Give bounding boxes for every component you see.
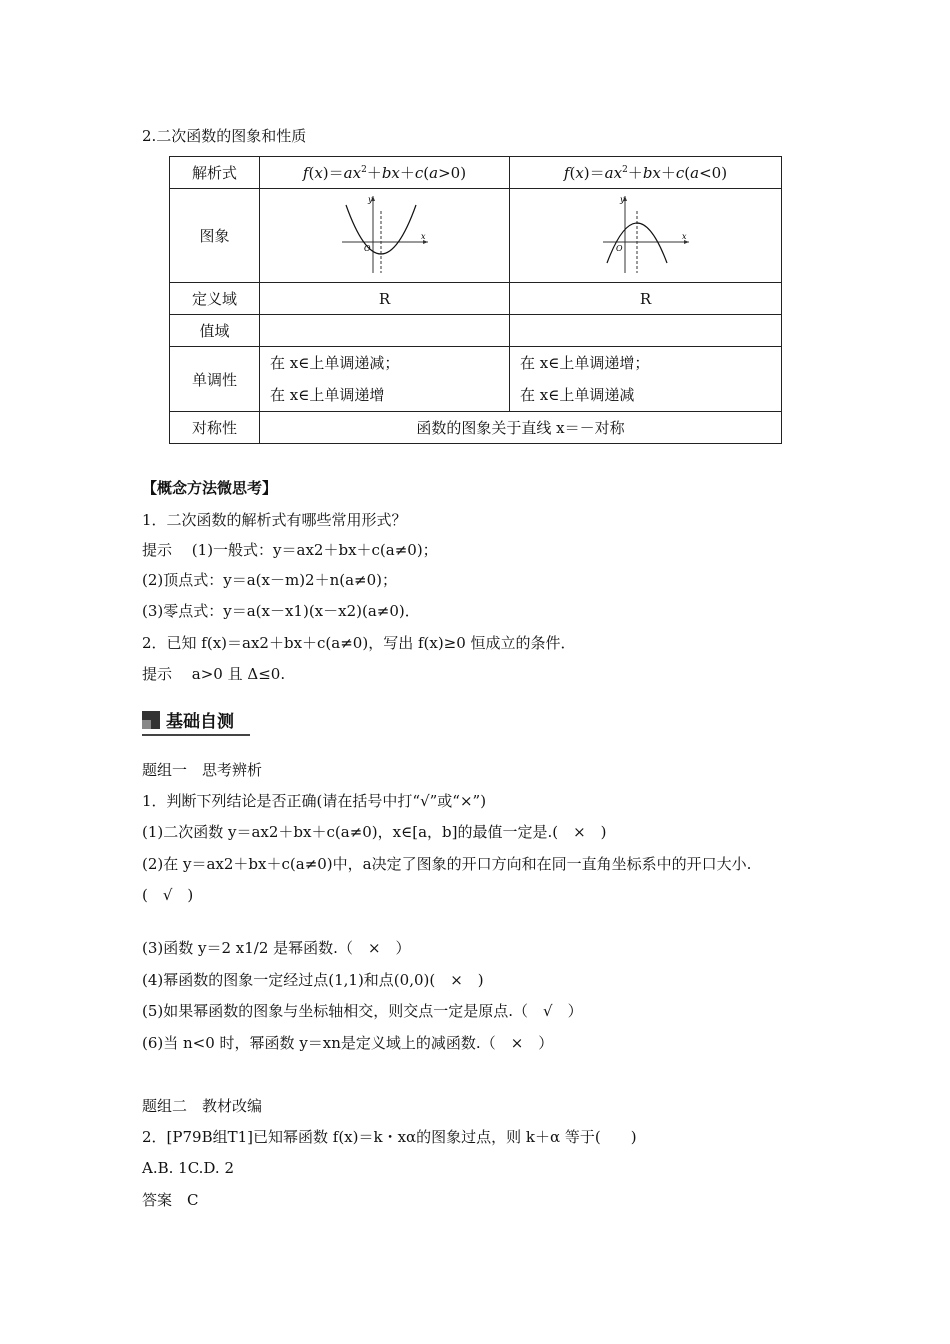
item-5: (5)如果幂函数的图象与坐标轴相交，则交点一定是原点.（ √ ） — [142, 1002, 583, 1020]
group1-title: 题组一 思考辨析 — [142, 761, 263, 779]
x-axis-label: x — [681, 231, 687, 241]
y-axis-label: y — [367, 194, 373, 204]
basics-title: 基础自测 — [166, 712, 234, 732]
row-label: 值域 — [170, 315, 260, 347]
hint-1-line-2: (2)顶点式：y＝a(x－m)2＋n(a≠0)； — [142, 571, 398, 589]
domain-value-1: R — [260, 283, 510, 315]
table-row — [170, 347, 782, 412]
hint-1-line-3: (3)零点式：y＝a(x－x1)(x－x2)(a≠0)． — [142, 602, 420, 620]
hint-1-line-1 — [142, 540, 438, 560]
concept-header: 【概念方法微思考】 — [142, 479, 278, 497]
item-1: (1)二次函数 y＝ax2＋bx＋c(a≠0)，x∈[a，b]的最值一定是.( × ) — [142, 823, 607, 841]
table-row — [170, 283, 782, 315]
table-row — [170, 189, 782, 283]
hint-prefix: 提示 — [142, 665, 173, 683]
hint-2 — [142, 664, 285, 684]
section-square-icon — [142, 711, 160, 729]
origin-label: O — [615, 243, 623, 253]
item-3: (3)函数 y＝2 x1/2 是幂函数.（ × ） — [142, 939, 411, 957]
col1-header: $f(x)=ax^2+bx+c(a>0)$ — [260, 157, 510, 189]
monotonicity-1a: 在 x∈上单调递减； — [270, 354, 400, 372]
hint-1: (1)一般式：y＝ax2＋bx＋c(a≠0)； — [191, 541, 438, 559]
row-label: 对称性 — [170, 412, 260, 444]
monotonicity-1b: 在 x∈上单调递增 — [270, 386, 385, 404]
range-value-2 — [510, 315, 782, 347]
item-6: (6)当 n<0 时，幂函数 y＝xn是定义域上的减函数.（ × ） — [142, 1034, 554, 1052]
concept-question-2: 2．已知 f(x)＝ax2＋bx＋c(a≠0)，写出 f(x)≥0 恒成立的条件． — [142, 634, 576, 652]
monotonicity-2 — [510, 347, 782, 412]
section-title: 2.二次函数的图象和性质 — [142, 127, 307, 145]
table-row — [170, 315, 782, 347]
symmetry-value: 函数的图象关于直线 x＝－对称 — [260, 412, 782, 444]
row-label: 定义域 — [170, 283, 260, 315]
item-4: (4)幂函数的图象一定经过点(1,1)和点(0,0)( × ) — [142, 971, 484, 989]
col2-header: $f(x)=ax^2+bx+c(a<0)$ — [510, 157, 782, 189]
question-2-answer: 答案 C — [142, 1191, 199, 1209]
item-2: (2)在 y＝ax2＋bx＋c(a≠0)中，a决定了图象的开口方向和在同一直角坐标系中的开口大小. — [142, 855, 752, 873]
quadratic-properties-table — [169, 156, 782, 444]
monotonicity-2b: 在 x∈上单调递减 — [520, 386, 635, 404]
range-value-1 — [260, 315, 510, 347]
parabola-up-svg — [340, 193, 430, 275]
section-divider — [142, 734, 250, 736]
parabola-down-svg — [601, 193, 691, 275]
question-2-options: A.B. 1C.D. 2 — [142, 1159, 234, 1177]
graph-downward-parabola — [510, 189, 782, 283]
row-label: 单调性 — [170, 347, 260, 412]
table-row — [170, 157, 782, 189]
item-2-answer: ( √ ) — [142, 886, 194, 904]
table-row — [170, 412, 782, 444]
group2-title: 题组二 教材改编 — [142, 1097, 263, 1115]
concept-question-1: 1．二次函数的解析式有哪些常用形式？ — [142, 511, 407, 529]
hint-2-text: a>0 且 Δ≤0. — [191, 665, 286, 683]
row-label: 解析式 — [170, 157, 260, 189]
monotonicity-1 — [260, 347, 510, 412]
monotonicity-2a: 在 x∈上单调递增； — [520, 354, 650, 372]
graph-upward-parabola — [260, 189, 510, 283]
basics-section-header — [142, 707, 234, 732]
origin-label: O — [363, 243, 371, 253]
question-2: 2．[P79B组T1]已知幂函数 f(x)＝k・xα的图象过点，则 k＋α 等于( ) — [142, 1128, 637, 1146]
question-1: 1．判断下列结论是否正确(请在括号中打“√”或“×”) — [142, 792, 487, 810]
x-axis-label: x — [420, 231, 426, 241]
row-label: 图象 — [170, 189, 260, 283]
domain-value-2: R — [510, 283, 782, 315]
y-axis-label: y — [619, 194, 625, 204]
hint-prefix: 提示 — [142, 541, 173, 559]
